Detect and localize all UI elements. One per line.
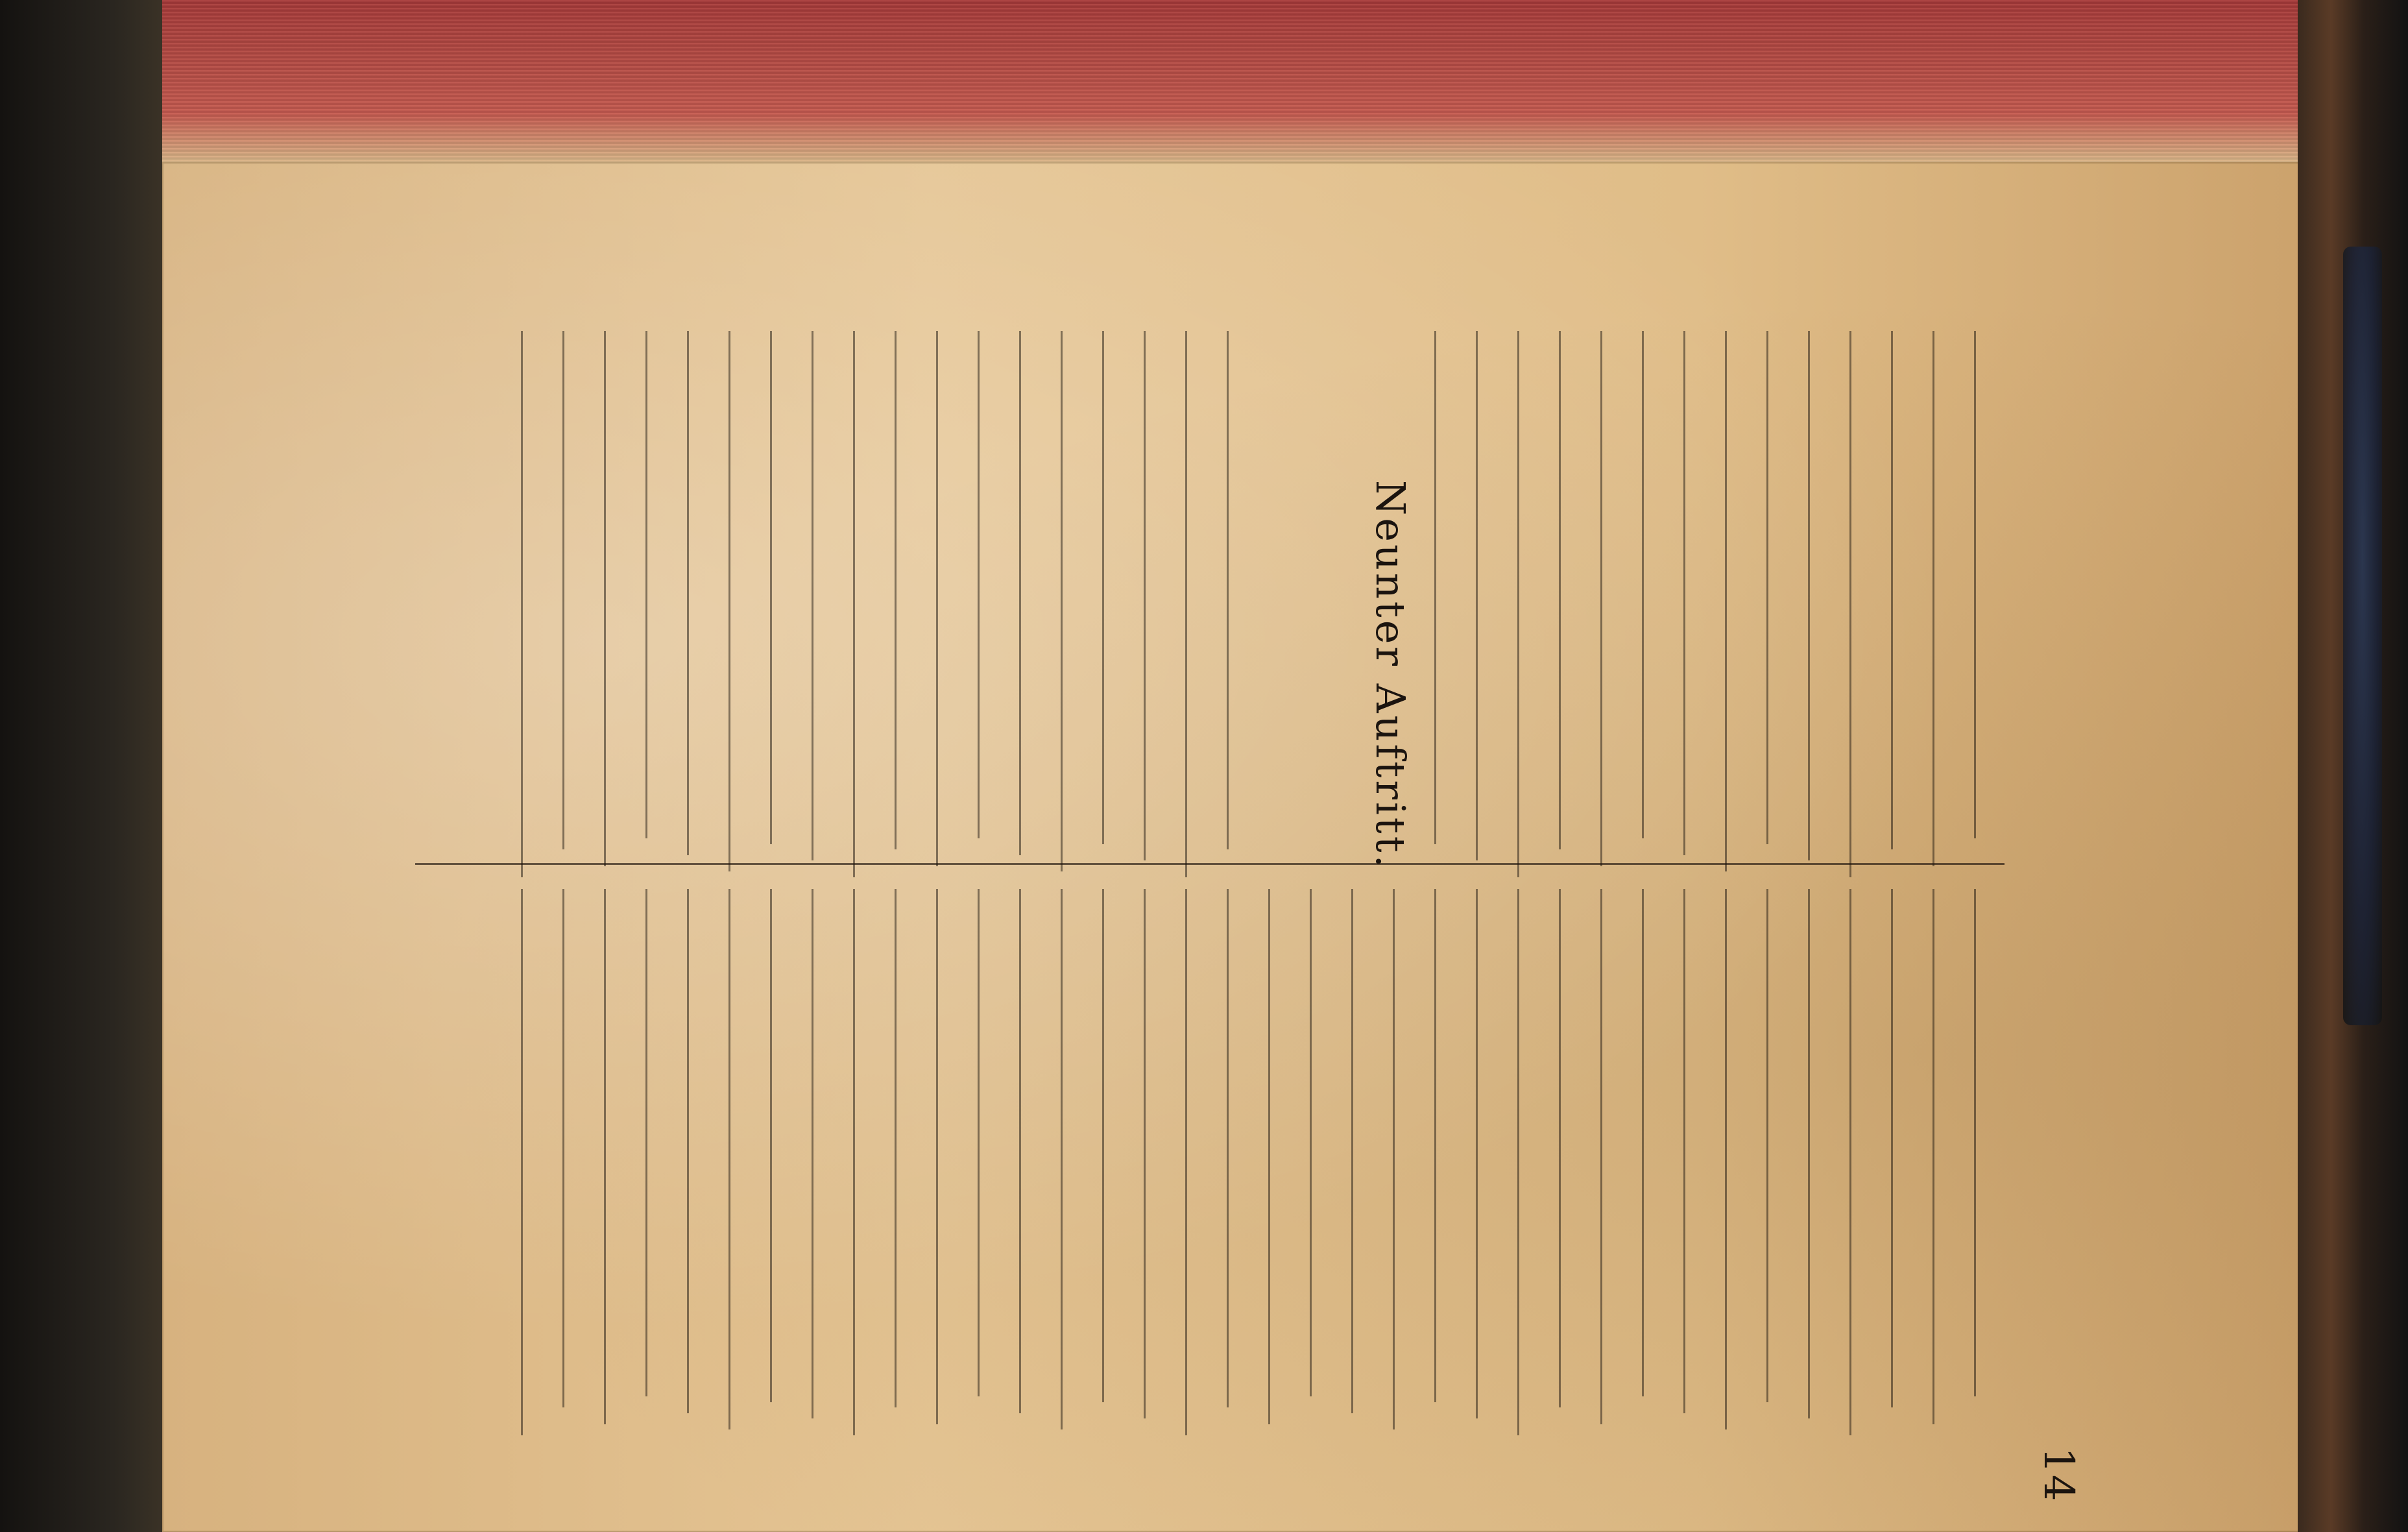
text-line bbox=[1061, 331, 1085, 871]
text-line bbox=[1476, 331, 1500, 860]
text-line bbox=[936, 889, 960, 1424]
text-line bbox=[728, 331, 752, 871]
text-line bbox=[978, 331, 1002, 838]
text-line bbox=[1849, 331, 1873, 877]
text-line bbox=[1351, 889, 1375, 1413]
text-line bbox=[853, 889, 877, 1435]
text-lines-left bbox=[415, 331, 2005, 882]
text-line bbox=[1019, 331, 1043, 855]
text-line bbox=[521, 889, 545, 1435]
text-line bbox=[645, 331, 669, 838]
page-content-rotated bbox=[162, 162, 2355, 1532]
text-line bbox=[1849, 889, 1873, 1435]
text-line bbox=[1393, 889, 1417, 1429]
text-line bbox=[1434, 331, 1458, 844]
text-line bbox=[1725, 331, 1749, 871]
text-line bbox=[936, 331, 960, 866]
text-line bbox=[604, 331, 628, 866]
text-line bbox=[1600, 889, 1624, 1424]
text-line bbox=[1102, 889, 1126, 1402]
text-line bbox=[1144, 331, 1168, 860]
text-line bbox=[1144, 889, 1168, 1418]
text-line bbox=[1268, 889, 1292, 1424]
text-line bbox=[521, 331, 545, 877]
text-line bbox=[1974, 331, 1998, 838]
text-line bbox=[562, 889, 586, 1407]
text-line bbox=[728, 889, 752, 1429]
text-line bbox=[1642, 331, 1666, 838]
text-line bbox=[1683, 889, 1707, 1413]
text-line bbox=[1891, 331, 1915, 849]
book-spine bbox=[2298, 0, 2408, 1532]
text-line bbox=[1476, 889, 1500, 1418]
text-line bbox=[1019, 889, 1043, 1413]
text-line bbox=[853, 331, 877, 877]
text-line bbox=[812, 331, 836, 860]
text-line bbox=[978, 889, 1002, 1396]
text-line bbox=[812, 889, 836, 1418]
text-line bbox=[1559, 331, 1583, 849]
text-line bbox=[1434, 889, 1458, 1402]
text-line bbox=[1517, 889, 1541, 1435]
text-line bbox=[1102, 331, 1126, 844]
text-line bbox=[1766, 331, 1790, 844]
text-line bbox=[1517, 331, 1541, 877]
text-line bbox=[1766, 889, 1790, 1402]
text-line bbox=[1061, 889, 1085, 1429]
text-line bbox=[1932, 331, 1956, 866]
page-number: 14 bbox=[2034, 1447, 2082, 1503]
book-page bbox=[162, 162, 2355, 1532]
text-line bbox=[645, 889, 669, 1396]
text-line bbox=[1642, 889, 1666, 1396]
text-line bbox=[687, 331, 711, 855]
text-line bbox=[687, 889, 711, 1413]
book-cover-left bbox=[0, 0, 162, 1532]
text-line bbox=[1185, 331, 1209, 877]
text-column-right bbox=[415, 889, 2005, 1441]
text-line bbox=[1559, 889, 1583, 1407]
text-line bbox=[1600, 331, 1624, 866]
book-page-edges bbox=[162, 0, 2355, 174]
text-line bbox=[1185, 889, 1209, 1435]
text-line bbox=[1683, 331, 1707, 855]
text-line bbox=[1227, 889, 1251, 1407]
text-line bbox=[1891, 889, 1915, 1407]
text-column-left bbox=[415, 331, 2005, 882]
text-line bbox=[1974, 889, 1998, 1396]
text-line bbox=[1227, 331, 1251, 849]
text-lines-right bbox=[415, 889, 2005, 1441]
section-heading: Neunter Auftritt. bbox=[1367, 480, 1414, 871]
text-line bbox=[895, 331, 919, 849]
text-line bbox=[770, 889, 794, 1402]
text-line bbox=[1932, 889, 1956, 1424]
text-line bbox=[1808, 331, 1832, 860]
text-line bbox=[1725, 889, 1749, 1429]
column-divider bbox=[415, 863, 2005, 865]
book-spine-icon bbox=[2343, 247, 2382, 1025]
text-line bbox=[604, 889, 628, 1424]
text-line bbox=[1808, 889, 1832, 1418]
text-line bbox=[770, 331, 794, 844]
text-line bbox=[562, 331, 586, 849]
text-line bbox=[1310, 889, 1334, 1396]
text-line bbox=[895, 889, 919, 1407]
